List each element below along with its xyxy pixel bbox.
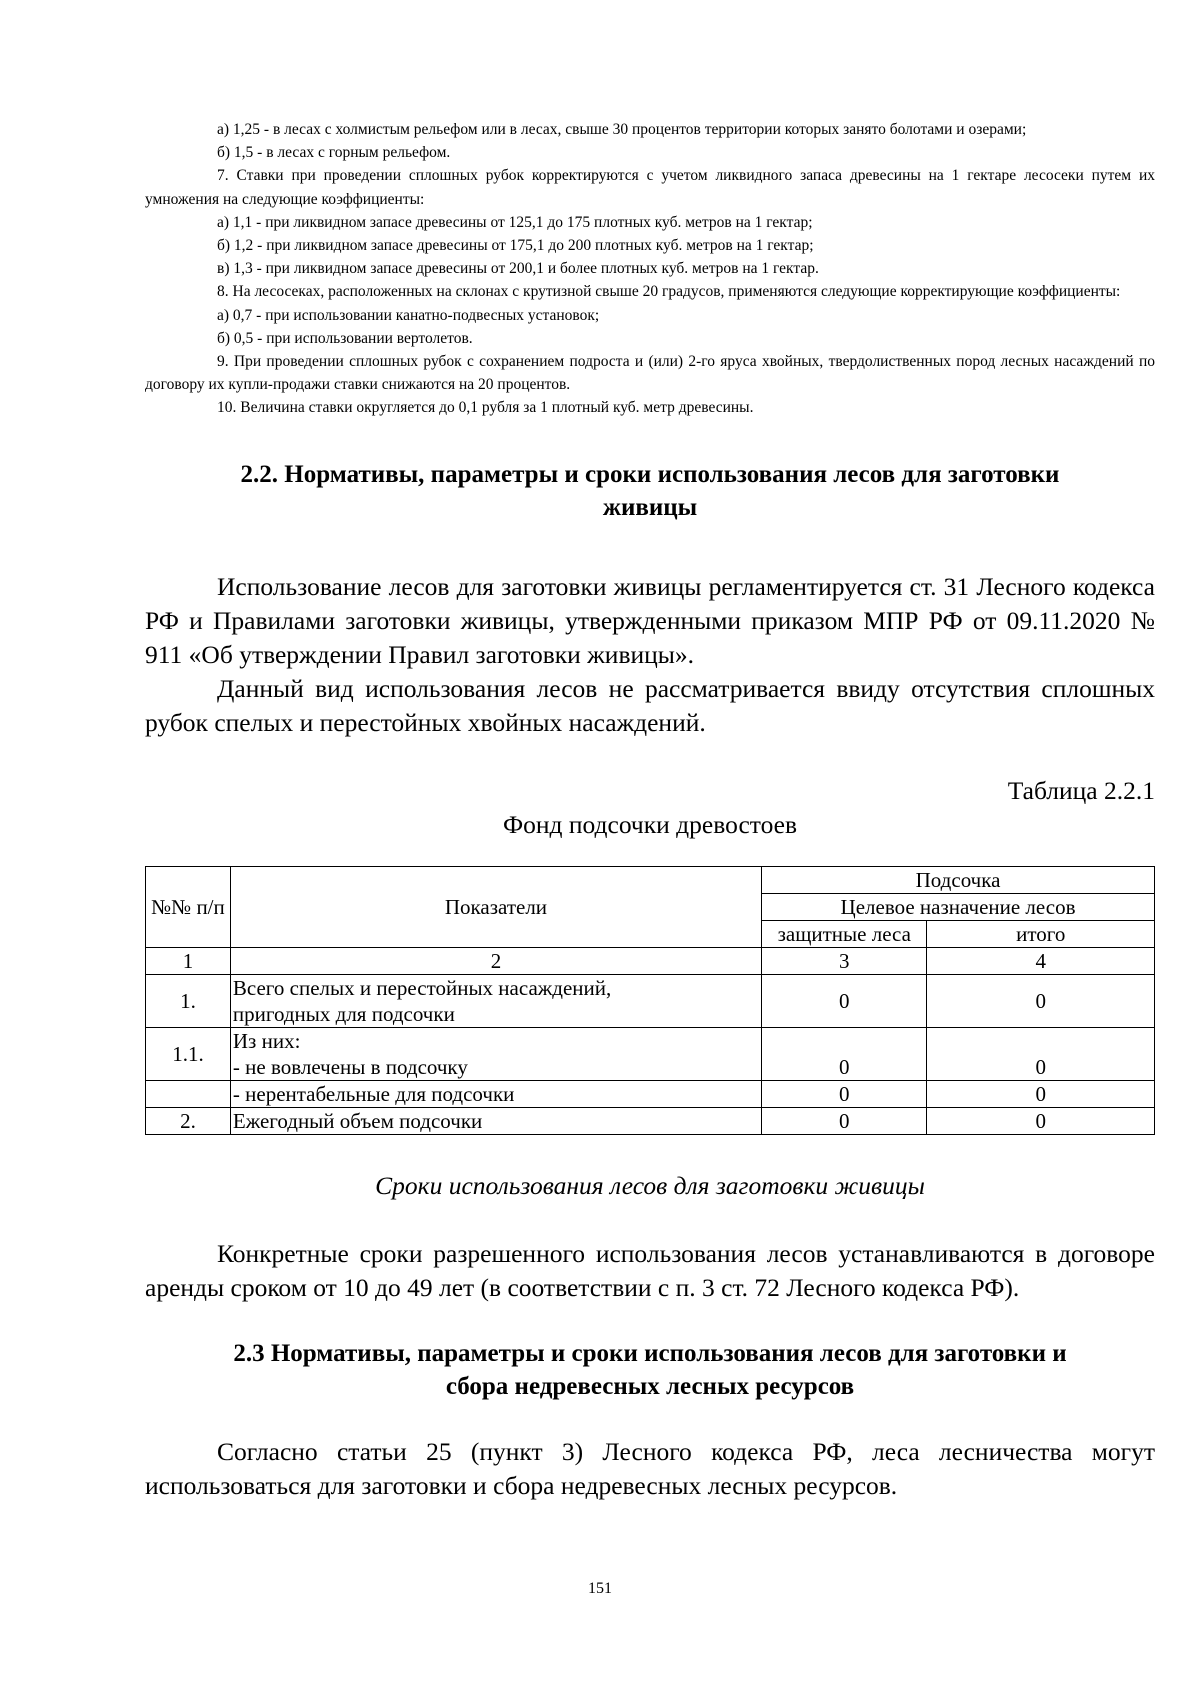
paragraph: а) 1,1 - при ликвидном запасе древесины от 125,1 до 175 плотных куб. метров на 1 гектар; bbox=[217, 213, 813, 231]
header-cell: Подсочка bbox=[762, 866, 1155, 893]
table-cell: 0 bbox=[927, 974, 1155, 1027]
paragraph: б) 1,5 - в лесах с горным рельефом. bbox=[217, 144, 451, 162]
table-number: Таблица 2.2.1 bbox=[1007, 775, 1155, 805]
terms-subheading: Сроки использования лесов для заготовки живицы bbox=[375, 1170, 925, 1200]
cell-line: Из них: bbox=[232, 1028, 301, 1053]
section-2-2-body bbox=[145, 570, 1155, 740]
table-cell: 0 bbox=[762, 974, 927, 1027]
table-row bbox=[146, 1107, 1155, 1134]
cell-line: пригодных для подсочки bbox=[232, 1001, 455, 1026]
cell-line: Всего спелых и перестойных насаждений, bbox=[232, 975, 612, 1000]
table-cell bbox=[230, 974, 761, 1027]
paragraph: Согласно статьи 25 (пункт 3) Лесного кодекса РФ, леса лесничества могут использоваться для заготовки и сбора недревесных лесных ресурсов. bbox=[145, 1436, 1155, 1500]
table-cell: 3 bbox=[762, 947, 927, 974]
table-cell: Ежегодный объем подсочки bbox=[230, 1107, 761, 1134]
page-number: 151 bbox=[588, 1580, 612, 1597]
header-cell: защитные леса bbox=[762, 920, 927, 947]
table-cell: 0 bbox=[927, 1027, 1155, 1080]
column-number-row bbox=[146, 947, 1155, 974]
table-row bbox=[146, 1080, 1155, 1107]
paragraph: 10. Величина ставки округляется до 0,1 рубля за 1 плотный куб. метр древесины. bbox=[217, 399, 754, 417]
table-row bbox=[146, 974, 1155, 1027]
table-header-row bbox=[146, 866, 1155, 893]
heading-line: 2.3 Нормативы, параметры и сроки использования лесов для заготовки и bbox=[233, 1339, 1067, 1367]
table-row bbox=[146, 1027, 1155, 1080]
table-cell: 0 bbox=[762, 1027, 927, 1080]
section-2-3-body bbox=[145, 1435, 1155, 1503]
table-cell: 2 bbox=[230, 947, 761, 974]
paragraph: в) 1,3 - при ликвидном запасе древесины от 200,1 и более плотных куб. метров на 1 гектар. bbox=[217, 260, 819, 278]
table-cell: - нерентабельные для подсочки bbox=[230, 1080, 761, 1107]
heading-line: живицы bbox=[602, 493, 698, 521]
paragraph: 7. Ставки при проведении сплошных рубок корректируются с учетом ликвидного запаса древесины на 1 гектаре лесосеки путем их умножения на следующие коэффициенты: bbox=[145, 167, 1155, 208]
header-cell: Целевое назначение лесов bbox=[762, 893, 1155, 920]
terms-body bbox=[145, 1237, 1155, 1305]
table-cell: 4 bbox=[927, 947, 1155, 974]
table-title: Фонд подсочки древостоев bbox=[502, 809, 797, 839]
paragraph: а) 0,7 - при использовании канатно-подвесных установок; bbox=[217, 306, 600, 324]
paragraph: Конкретные сроки разрешенного использования лесов устанавливаются в договоре аренды сроком от 10 до 49 лет (в соответствии с п. 3 ст. 72 Лесного кодекса РФ). bbox=[145, 1238, 1155, 1302]
paragraph: 8. На лесосеках, расположенных на склонах с крутизной свыше 20 градусов, применяются следующие корректирующие коэффициенты: bbox=[217, 283, 1121, 301]
paragraph: а) 1,25 - в лесах с холмистым рельефом или в лесах, свыше 30 процентов территории которых занято болотами и озерами; bbox=[217, 121, 1027, 138]
section-heading-2-3 bbox=[145, 1337, 1155, 1403]
tapping-fund-table bbox=[145, 866, 1155, 1135]
document-page bbox=[145, 118, 1155, 1503]
table-cell: 0 bbox=[762, 1107, 927, 1134]
paragraph: б) 1,2 - при ликвидном запасе древесины от 175,1 до 200 плотных куб. метров на 1 гектар; bbox=[217, 237, 814, 255]
table-cell: 2. bbox=[146, 1107, 231, 1134]
table-cell bbox=[146, 1080, 231, 1107]
paragraph: Использование лесов для заготовки живицы регламентируется ст. 31 Лесного кодекса РФ и Правилами заготовки живицы, утвержденными приказом МПР РФ от 09.11.2020 № 911 «Об утверждении Правил заготовки живицы». bbox=[145, 571, 1155, 669]
rate-coefficients-text bbox=[145, 118, 1155, 420]
cell-line: - не вовлечены в подсочку bbox=[232, 1054, 468, 1079]
paragraph: 9. При проведении сплошных рубок с сохранением подроста и (или) 2-го яруса хвойных, твердолиственных пород лесных насаждений по договору их купли-продажи ставки снижаются на 20 процентов. bbox=[145, 353, 1155, 394]
heading-line: 2.2. Нормативы, параметры и сроки использования лесов для заготовки bbox=[240, 460, 1060, 488]
table-cell: 1. bbox=[146, 974, 231, 1027]
section-heading-2-2 bbox=[145, 458, 1155, 524]
heading-line: сбора недревесных лесных ресурсов bbox=[445, 1372, 855, 1400]
table-cell: 1 bbox=[146, 947, 231, 974]
paragraph: Данный вид использования лесов не рассматривается ввиду отсутствия сплошных рубок спелых и перестойных хвойных насаждений. bbox=[145, 673, 1155, 737]
table-cell: 0 bbox=[927, 1107, 1155, 1134]
table-cell bbox=[230, 1027, 761, 1080]
table-cell: 0 bbox=[762, 1080, 927, 1107]
header-cell: итого bbox=[927, 920, 1155, 947]
table-cell: 0 bbox=[927, 1080, 1155, 1107]
header-cell: Показатели bbox=[230, 866, 761, 947]
paragraph: б) 0,5 - при использовании вертолетов. bbox=[217, 329, 473, 347]
header-cell: №№ п/п bbox=[146, 866, 231, 947]
table-cell: 1.1. bbox=[146, 1027, 231, 1080]
